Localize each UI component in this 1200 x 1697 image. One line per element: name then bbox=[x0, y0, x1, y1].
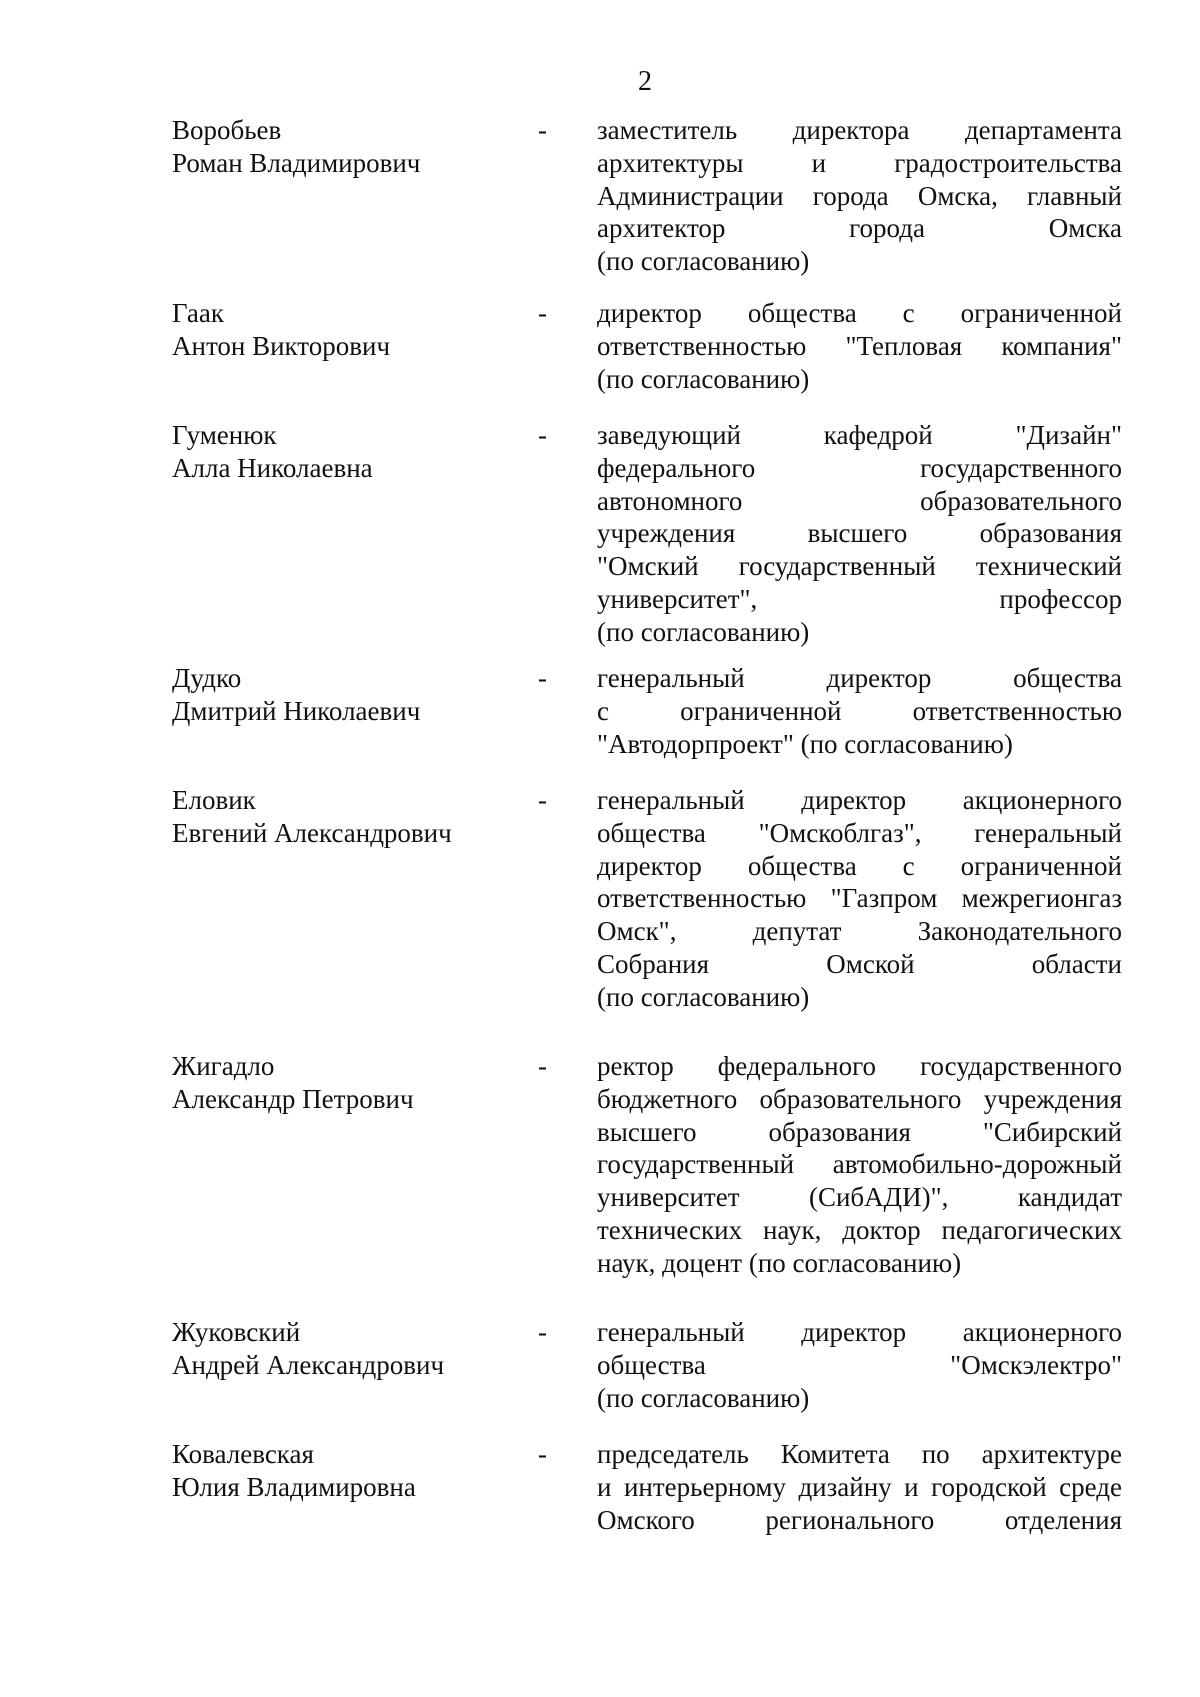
member-gaak bbox=[0, 297, 1200, 396]
member-name bbox=[172, 419, 532, 485]
role-line: директор общества с ограниченной bbox=[597, 850, 1122, 881]
member-surname: Еловик bbox=[172, 785, 256, 815]
role-line: архитектуры и градостроительства bbox=[597, 147, 1122, 178]
member-name bbox=[172, 1050, 532, 1116]
commission-member-list bbox=[0, 114, 1200, 1537]
role-line: с ограниченной ответственностью bbox=[597, 695, 1122, 726]
member-given-names: Александр Петрович bbox=[172, 1083, 414, 1114]
member-zhukovsky bbox=[0, 1316, 1200, 1415]
member-surname: Гуменюк bbox=[172, 420, 277, 450]
member-given-names: Дмитрий Николаевич bbox=[172, 695, 421, 726]
role-line: (по согласованию) bbox=[597, 981, 810, 1012]
member-given-names: Евгений Александрович bbox=[172, 817, 452, 848]
member-surname: Жуковский bbox=[172, 1317, 301, 1347]
role-line: ректор федерального государственного bbox=[597, 1051, 1122, 1081]
role-line: (по согласованию) bbox=[597, 246, 810, 277]
member-vorobyev bbox=[0, 114, 1200, 278]
role-line: учреждения высшего образования bbox=[597, 518, 1122, 549]
member-role bbox=[597, 114, 1122, 278]
member-name bbox=[172, 1438, 532, 1504]
role-line: (по согласованию) bbox=[597, 363, 810, 394]
member-role bbox=[597, 297, 1122, 395]
role-line: Администрации города Омска, главный bbox=[597, 180, 1122, 211]
member-zhigadlo bbox=[0, 1050, 1200, 1280]
member-surname: Дудко bbox=[172, 663, 242, 693]
role-line: председатель Комитета по архитектуре bbox=[597, 1439, 1122, 1469]
role-line: университет (СибАДИ)", кандидат bbox=[597, 1182, 1122, 1213]
role-line: Собрания Омской области bbox=[597, 948, 1122, 979]
role-line: заведующий кафедрой "Дизайн" bbox=[597, 420, 1122, 450]
member-name bbox=[172, 114, 532, 180]
member-given-names: Антон Викторович bbox=[172, 330, 391, 361]
separator-dash: - bbox=[538, 663, 547, 693]
role-line: "Автодорпроект" (по согласованию) bbox=[597, 728, 1013, 759]
separator-dash: - bbox=[538, 785, 547, 815]
role-line: "Омский государственный технический bbox=[597, 551, 1122, 582]
role-line: государственный автомобильно-дорожный bbox=[597, 1149, 1122, 1180]
member-given-names: Андрей Александрович bbox=[172, 1349, 445, 1380]
role-line: генеральный директор акционерного bbox=[597, 785, 1122, 815]
member-given-names: Алла Николаевна bbox=[172, 452, 373, 483]
role-line: и интерьерному дизайну и городской среде bbox=[597, 1471, 1122, 1502]
separator-dash: - bbox=[538, 115, 547, 145]
member-name bbox=[172, 662, 532, 728]
role-line: бюджетного образовательного учреждения bbox=[597, 1083, 1122, 1114]
member-surname: Воробьев bbox=[172, 115, 282, 145]
member-elovik bbox=[0, 784, 1200, 1014]
separator-dash: - bbox=[538, 298, 547, 328]
role-line: генеральный директор акционерного bbox=[597, 1317, 1122, 1347]
role-line: наук, доцент (по согласованию) bbox=[597, 1247, 962, 1278]
role-line: архитектор города Омска bbox=[597, 213, 1122, 244]
member-role bbox=[597, 1438, 1122, 1536]
role-line: технических наук, доктор педагогических bbox=[597, 1214, 1122, 1245]
member-given-names: Роман Владимирович bbox=[172, 147, 421, 178]
page-number: 2 bbox=[638, 66, 652, 97]
member-role bbox=[597, 1316, 1122, 1414]
role-line: ответственностью "Тепловая компания" bbox=[597, 330, 1122, 361]
member-name bbox=[172, 297, 532, 363]
role-line: Омск", депутат Законодательного bbox=[597, 916, 1122, 947]
member-role bbox=[597, 1050, 1122, 1280]
member-surname: Ковалевская bbox=[172, 1439, 314, 1469]
role-line: университет", профессор bbox=[597, 583, 1122, 614]
role-line: директор общества с ограниченной bbox=[597, 298, 1122, 328]
role-line: генеральный директор общества bbox=[597, 663, 1122, 693]
member-dudko bbox=[0, 662, 1200, 761]
member-given-names: Юлия Владимировна bbox=[172, 1471, 416, 1502]
member-name bbox=[172, 784, 532, 850]
member-surname: Гаак bbox=[172, 298, 225, 328]
role-line: (по согласованию) bbox=[597, 616, 810, 647]
member-gumenyuk bbox=[0, 419, 1200, 649]
separator-dash: - bbox=[538, 1051, 547, 1081]
member-role bbox=[597, 419, 1122, 649]
role-line: (по согласованию) bbox=[597, 1382, 810, 1413]
member-kovalevskaya bbox=[0, 1438, 1200, 1537]
member-surname: Жигадло bbox=[172, 1051, 275, 1081]
role-line: ответственностью "Газпром межрегионгаз bbox=[597, 883, 1122, 914]
member-role bbox=[597, 662, 1122, 760]
role-line: высшего образования "Сибирский bbox=[597, 1116, 1122, 1147]
role-line: Омского регионального отделения bbox=[597, 1504, 1122, 1535]
role-line: федерального государственного bbox=[597, 452, 1122, 483]
role-line: заместитель директора департамента bbox=[597, 115, 1122, 145]
member-name bbox=[172, 1316, 532, 1382]
separator-dash: - bbox=[538, 1439, 547, 1469]
separator-dash: - bbox=[538, 1317, 547, 1347]
role-line: автономного образовательного bbox=[597, 485, 1122, 516]
role-line: общества "Омскоблгаз", генеральный bbox=[597, 817, 1122, 848]
member-role bbox=[597, 784, 1122, 1014]
role-line: общества "Омскэлектро" bbox=[597, 1349, 1122, 1380]
separator-dash: - bbox=[538, 420, 547, 450]
